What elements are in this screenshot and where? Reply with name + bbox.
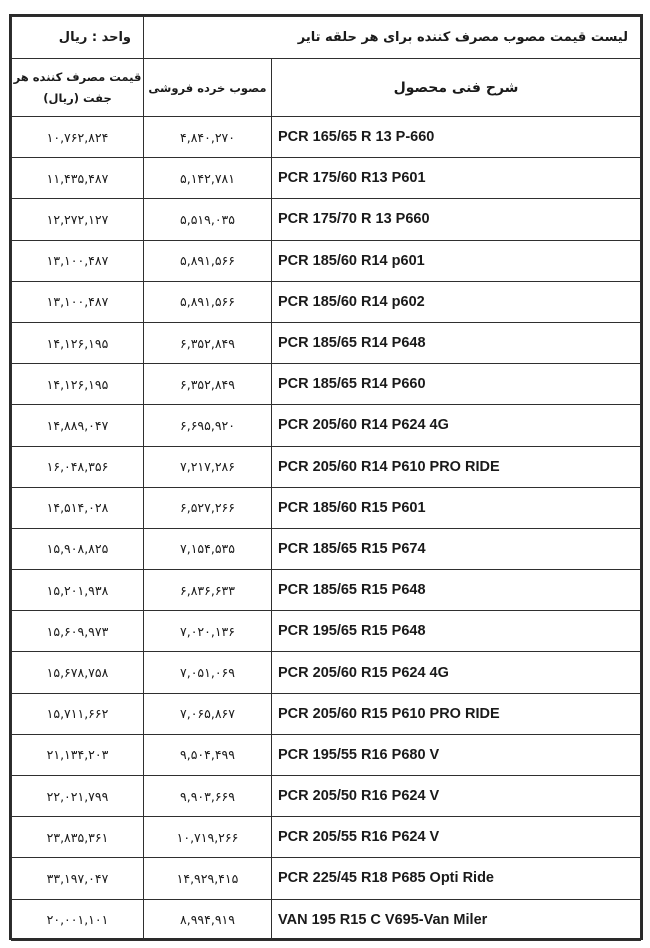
table-row (12, 281, 641, 322)
table-row (12, 158, 641, 199)
product-description-cell: PCR 205/50 R16 P624 V (272, 776, 641, 817)
retail-price-cell: ۹,۵۰۴,۴۹۹ (144, 734, 272, 775)
consumer-price-cell: ۲۳,۸۳۵,۳۶۱ (12, 817, 144, 858)
table-row (12, 776, 641, 817)
retail-price-cell: ۶,۳۵۲,۸۴۹ (144, 364, 272, 405)
column-header-consumer-price (12, 59, 144, 117)
product-description-cell: PCR 205/60 R15 P610 PRO RIDE (272, 693, 641, 734)
product-description-cell: PCR 205/60 R14 P624 4G (272, 405, 641, 446)
table-row (12, 117, 641, 158)
consumer-price-cell: ۳۳,۱۹۷,۰۴۷ (12, 858, 144, 899)
table-row (12, 446, 641, 487)
price-table (11, 16, 641, 941)
product-description-cell: PCR 225/45 R18 P685 Opti Ride (272, 858, 641, 899)
consumer-price-cell: ۱۴,۵۱۴,۰۲۸ (12, 487, 144, 528)
table-row (12, 240, 641, 281)
column-header-row (12, 59, 641, 117)
consumer-price-cell: ۱۵,۷۱۱,۶۶۲ (12, 693, 144, 734)
consumer-price-cell: ۲۱,۱۳۴,۲۰۳ (12, 734, 144, 775)
table-row (12, 817, 641, 858)
product-description-cell: PCR 185/65 R14 P660 (272, 364, 641, 405)
retail-price-cell: ۴,۸۴۰,۲۷۰ (144, 117, 272, 158)
product-description-cell: PCR 185/65 R14 P648 (272, 322, 641, 363)
product-description-cell: PCR 185/60 R14 p601 (272, 240, 641, 281)
table-row (12, 734, 641, 775)
table-row (12, 693, 641, 734)
product-description-cell: PCR 185/65 R15 P648 (272, 570, 641, 611)
retail-price-cell: ۷,۰۶۵,۸۶۷ (144, 693, 272, 734)
table-row (12, 858, 641, 899)
product-description-cell: PCR 195/55 R16 P680 V (272, 734, 641, 775)
price-list-sheet (9, 14, 643, 940)
table-row (12, 487, 641, 528)
table-row (12, 405, 641, 446)
consumer-price-cell: ۱۰,۷۶۲,۸۲۴ (12, 117, 144, 158)
retail-price-cell: ۷,۲۱۷,۲۸۶ (144, 446, 272, 487)
retail-price-cell: ۵,۱۴۲,۷۸۱ (144, 158, 272, 199)
product-description-cell: PCR 185/65 R15 P674 (272, 528, 641, 569)
retail-price-cell: ۵,۸۹۱,۵۶۶ (144, 281, 272, 322)
consumer-price-cell: ۱۱,۴۳۵,۴۸۷ (12, 158, 144, 199)
product-description-cell: PCR 195/65 R15 P648 (272, 611, 641, 652)
table-row (12, 199, 641, 240)
consumer-price-cell: ۱۵,۲۰۱,۹۳۸ (12, 570, 144, 611)
consumer-price-cell: ۱۲,۲۷۲,۱۲۷ (12, 199, 144, 240)
retail-price-cell: ۷,۰۵۱,۰۶۹ (144, 652, 272, 693)
retail-price-cell: ۷,۰۲۰,۱۳۶ (144, 611, 272, 652)
page-title: لیست قیمت مصوب مصرف کننده برای هر حلقه تایر (144, 17, 641, 59)
product-description-cell: PCR 165/65 R 13 P-660 (272, 117, 641, 158)
consumer-price-cell: ۱۳,۱۰۰,۴۸۷ (12, 281, 144, 322)
consumer-price-cell: ۱۵,۶۷۸,۷۵۸ (12, 652, 144, 693)
product-description-cell: VAN 195 R15 C V695-Van Miler (272, 899, 641, 940)
table-row (12, 899, 641, 940)
retail-price-cell: ۵,۸۹۱,۵۶۶ (144, 240, 272, 281)
product-description-cell: PCR 205/55 R16 P624 V (272, 817, 641, 858)
column-header-retail-price: مصوب خرده فروشی (144, 59, 272, 117)
retail-price-cell: ۶,۶۹۵,۹۲۰ (144, 405, 272, 446)
consumer-price-cell: ۱۶,۰۴۸,۳۵۶ (12, 446, 144, 487)
product-description-cell: PCR 175/60 R13 P601 (272, 158, 641, 199)
product-description-cell: PCR 185/60 R14 p602 (272, 281, 641, 322)
column-header-consumer-line1: قیمت مصرف کننده هر (13, 69, 142, 84)
retail-price-cell: ۶,۵۲۷,۲۶۶ (144, 487, 272, 528)
retail-price-cell: ۱۰,۷۱۹,۲۶۶ (144, 817, 272, 858)
consumer-price-cell: ۱۵,۶۰۹,۹۷۳ (12, 611, 144, 652)
consumer-price-cell: ۱۴,۱۲۶,۱۹۵ (12, 322, 144, 363)
consumer-price-cell: ۱۴,۱۲۶,۱۹۵ (12, 364, 144, 405)
title-row (12, 17, 641, 59)
consumer-price-cell: ۲۰,۰۰۱,۱۰۱ (12, 899, 144, 940)
product-description-cell: PCR 185/60 R15 P601 (272, 487, 641, 528)
column-header-description: شرح فنی محصول (272, 59, 641, 117)
table-row (12, 611, 641, 652)
product-description-cell: PCR 175/70 R 13 P660 (272, 199, 641, 240)
retail-price-cell: ۶,۳۵۲,۸۴۹ (144, 322, 272, 363)
retail-price-cell: ۱۴,۹۲۹,۴۱۵ (144, 858, 272, 899)
product-description-cell: PCR 205/60 R15 P624 4G (272, 652, 641, 693)
consumer-price-cell: ۲۲,۰۲۱,۷۹۹ (12, 776, 144, 817)
retail-price-cell: ۵,۵۱۹,۰۳۵ (144, 199, 272, 240)
table-row (12, 570, 641, 611)
table-row (12, 652, 641, 693)
retail-price-cell: ۷,۱۵۴,۵۳۵ (144, 528, 272, 569)
retail-price-cell: ۹,۹۰۳,۶۶۹ (144, 776, 272, 817)
table-row (12, 322, 641, 363)
consumer-price-cell: ۱۳,۱۰۰,۴۸۷ (12, 240, 144, 281)
table-row (12, 528, 641, 569)
consumer-price-cell: ۱۴,۸۸۹,۰۴۷ (12, 405, 144, 446)
retail-price-cell: ۸,۹۹۴,۹۱۹ (144, 899, 272, 940)
product-description-cell: PCR 205/60 R14 P610 PRO RIDE (272, 446, 641, 487)
unit-label: واحد : ریال (12, 17, 144, 59)
retail-price-cell: ۶,۸۳۶,۶۳۳ (144, 570, 272, 611)
consumer-price-cell: ۱۵,۹۰۸,۸۲۵ (12, 528, 144, 569)
table-row (12, 364, 641, 405)
column-header-consumer-line2: جفت (ریال) (43, 90, 112, 105)
